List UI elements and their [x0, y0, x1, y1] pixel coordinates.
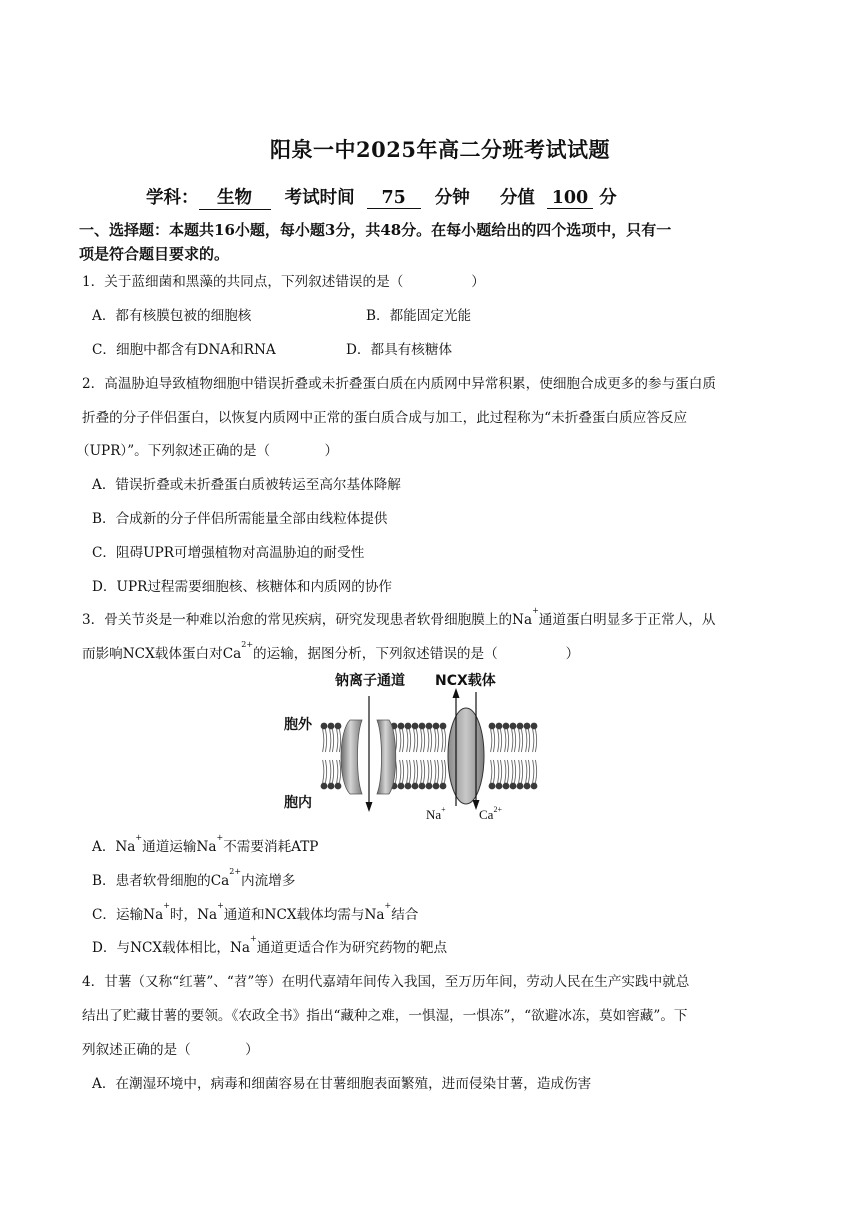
lipid-tail	[400, 729, 401, 752]
q3d-1: D．与NCX载体相比，Na	[92, 940, 251, 956]
question-4-stem-line2: 结出了贮藏甘薯的要领。《农政全书》指出“藏种之难，一惧湿，一惧冻”，“欲避冰冻，莫如窖藏”。下	[82, 1008, 688, 1024]
lipid-tail	[514, 729, 515, 752]
question-2-stem-line3: （UPR）”。下列叙述正确的是（ ）	[76, 443, 339, 459]
q3-stem2-sup: 2+	[241, 640, 254, 649]
label-extracellular: 胞外	[284, 717, 312, 733]
time-unit: 分钟	[434, 188, 470, 208]
lipid-head	[335, 783, 342, 790]
lipid-tail	[435, 729, 436, 752]
lipid-head	[517, 723, 524, 730]
q4-option-a: A．在潮湿环境中，病毒和细菌容易在甘薯细胞表面繁殖，进而侵染甘薯，造成伤害	[92, 1076, 592, 1092]
lipid-tail	[442, 729, 443, 752]
q3c-2: 时，Na	[169, 907, 218, 923]
label-intracellular: 胞内	[284, 795, 312, 811]
subject-value: 生物	[199, 184, 271, 210]
question-3-stem-line2	[82, 642, 579, 662]
lipid-tail	[325, 760, 326, 783]
lipid-head	[510, 723, 517, 730]
lipid-head	[496, 783, 503, 790]
lipid-tail	[416, 729, 417, 752]
lipid-tail	[491, 729, 492, 752]
section-heading-line2: 项是符合题目要求的。	[79, 245, 230, 263]
lipid-tail	[437, 760, 438, 783]
lipid-tail	[421, 760, 422, 783]
lipid-tail	[421, 729, 422, 752]
q3-option-a	[92, 835, 318, 855]
lipid-tail	[400, 760, 401, 783]
label-ncx-carrier: NCX载体	[435, 673, 496, 689]
lipid-head	[412, 783, 419, 790]
lipid-tail	[442, 760, 443, 783]
question-4-stem-line3: 列叙述正确的是（ ）	[82, 1042, 259, 1058]
lipid-tail	[407, 729, 408, 752]
q3b-1: B．患者软骨细胞的Ca	[92, 873, 230, 889]
lipid-tail	[330, 760, 331, 783]
section-heading-line1: 一、选择题：本题共16小题，每小题3分，共48分。在每小题给出的四个选项中，只有一	[79, 221, 672, 239]
lipid-tail	[402, 760, 403, 783]
lipid-head	[517, 783, 524, 790]
lipid-head	[412, 723, 419, 730]
lipid-head	[426, 783, 433, 790]
q2-option-a: A．错误折叠或未折叠蛋白质被转运至高尔基体降解	[92, 477, 401, 493]
lipid-head	[405, 783, 412, 790]
lipid-tail	[435, 760, 436, 783]
lipid-tail	[414, 729, 415, 752]
q3c-4: 结合	[391, 907, 419, 923]
question-2-stem-line2: 折叠的分子伴侣蛋白，以恢复内质网中正常的蛋白质合成与加工，此过程称为“未折叠蛋白质应答反应	[82, 410, 688, 426]
lipid-tail	[332, 729, 333, 752]
lipid-head	[433, 783, 440, 790]
q3a-1: A．Na	[92, 839, 136, 855]
lipid-head	[398, 783, 405, 790]
lipid-tail	[512, 760, 513, 783]
na-ion-text: Na	[426, 807, 442, 822]
lipid-tail	[526, 760, 527, 783]
q3c-sup2: +	[217, 901, 224, 910]
q3a-sup1: +	[135, 833, 143, 842]
lipid-tail	[323, 729, 324, 752]
q1-option-c: C．细胞中都含有DNA和RNA	[92, 342, 276, 358]
membrane-figure	[278, 666, 548, 828]
lipid-head	[433, 723, 440, 730]
lipid-head	[398, 723, 405, 730]
lipid-head	[405, 723, 412, 730]
sodium-channel-left-half	[341, 720, 362, 794]
lipid-tail	[500, 760, 501, 783]
subject-label: 学科：	[146, 188, 199, 208]
lipid-head	[503, 723, 510, 730]
label-sodium-channel: 钠离子通道	[335, 673, 405, 689]
time-label: 考试时间	[284, 188, 355, 208]
lipid-tail	[409, 729, 410, 752]
score-label: 分值	[499, 188, 535, 208]
exam-info	[146, 184, 617, 210]
lipid-tail	[507, 760, 508, 783]
lipid-head	[489, 783, 496, 790]
question-3-stem-line1	[82, 608, 715, 628]
lipid-tail	[428, 760, 429, 783]
lipid-tail	[409, 760, 410, 783]
lipid-head	[524, 783, 531, 790]
lipid-head	[524, 723, 531, 730]
lipid-tail	[493, 729, 494, 752]
q3-option-b	[92, 869, 295, 889]
q3c-sup1: +	[163, 901, 170, 910]
na-ion-charge: +	[441, 805, 446, 814]
channel-arrowhead	[366, 802, 373, 812]
lipid-tail	[430, 760, 431, 783]
lipid-head	[531, 783, 538, 790]
lipid-tail	[528, 729, 529, 752]
q3a-sup2: +	[216, 833, 224, 842]
lipid-tail	[526, 729, 527, 752]
ca-ion-text: Ca	[479, 807, 494, 822]
lipid-head	[503, 783, 510, 790]
lipid-tail	[505, 760, 506, 783]
q1-option-d: D．都具有核糖体	[346, 342, 453, 358]
lipid-tail	[430, 729, 431, 752]
lipid-head	[328, 783, 335, 790]
q1-option-b: B．都能固定光能	[366, 308, 472, 324]
q3-option-c	[92, 903, 418, 923]
q1-option-a: A．都有核膜包被的细胞核	[92, 308, 252, 324]
lipid-head	[440, 783, 447, 790]
lipid-tail	[500, 729, 501, 752]
lipid-head	[335, 723, 342, 730]
lipid-tail	[444, 729, 445, 752]
lipid-head	[321, 723, 328, 730]
q3-stem2-b: 的运输，据图分析，下列叙述错误的是（ ）	[253, 646, 580, 662]
lipid-tail	[337, 760, 338, 783]
ncx-carrier	[448, 708, 484, 804]
lipid-tail	[493, 760, 494, 783]
score-unit: 分	[599, 188, 617, 208]
lipid-head	[440, 723, 447, 730]
q3c-1: C．运输Na	[92, 907, 164, 923]
lipid-tail	[407, 760, 408, 783]
q3b-2: 内流增多	[241, 873, 296, 889]
ca-ion-charge: 2+	[493, 805, 502, 814]
lipid-tail	[325, 729, 326, 752]
lipid-tail	[535, 760, 536, 783]
lipid-head	[426, 723, 433, 730]
lipid-head	[510, 783, 517, 790]
lipid-tail	[339, 760, 340, 783]
lipid-tail	[428, 729, 429, 752]
lipid-tail	[414, 760, 415, 783]
lipid-tail	[332, 760, 333, 783]
lipid-tail	[535, 729, 536, 752]
q3c-sup3: +	[384, 901, 392, 910]
lipid-tail	[423, 729, 424, 752]
label-ca-ion	[479, 807, 502, 823]
lipid-tail	[533, 760, 534, 783]
q3b-sup: 2+	[229, 867, 242, 876]
q3-stem1-b: 通道蛋白明显多于正常人，从	[538, 612, 716, 628]
lipid-head	[489, 723, 496, 730]
lipid-tail	[498, 729, 499, 752]
lipid-tail	[519, 760, 520, 783]
lipid-tail	[521, 729, 522, 752]
q2-option-b: B．合成新的分子伴侣所需能量全部由线粒体提供	[92, 511, 388, 527]
score-value: 100	[547, 188, 593, 209]
lipid-head	[419, 783, 426, 790]
q3d-2: 通道更适合作为研究药物的靶点	[256, 940, 448, 956]
lipid-tail	[528, 760, 529, 783]
lipid-tail	[330, 729, 331, 752]
sodium-channel-right-half	[377, 720, 396, 794]
lipid-tail	[402, 729, 403, 752]
q3a-3: 不需要消耗ATP	[223, 839, 319, 855]
lipid-head	[496, 723, 503, 730]
lipid-tail	[533, 729, 534, 752]
lipid-tail	[339, 729, 340, 752]
lipid-tail	[437, 729, 438, 752]
q3a-2: 通道运输Na	[142, 839, 217, 855]
lipid-tail	[507, 729, 508, 752]
membrane-diagram	[278, 666, 548, 828]
lipid-head	[531, 723, 538, 730]
lipid-tail	[337, 729, 338, 752]
time-value: 75	[367, 188, 421, 209]
q2-option-d: D．UPR过程需要细胞核、核糖体和内质网的协作	[92, 579, 393, 595]
lipid-tail	[498, 760, 499, 783]
question-4-stem-line1: 4．甘薯（又称“红薯”、“苕”等）在明代嘉靖年间传入我国，至万历年间，劳动人民在生产实践中就总	[82, 974, 690, 990]
lipid-head	[321, 783, 328, 790]
q2-option-c: C．阻碍UPR可增强植物对高温胁迫的耐受性	[92, 545, 365, 561]
lipid-head	[419, 723, 426, 730]
lipid-tail	[491, 760, 492, 783]
q3-stem1-sup: +	[532, 606, 539, 615]
page-title: 阳泉一中2025年高二分班考试试题	[270, 137, 610, 162]
lipid-tail	[323, 760, 324, 783]
lipid-tail	[514, 760, 515, 783]
lipid-tail	[512, 729, 513, 752]
lipid-tail	[444, 760, 445, 783]
lipid-tail	[521, 760, 522, 783]
lipid-tail	[423, 760, 424, 783]
lipid-head	[328, 723, 335, 730]
lipid-tail	[519, 729, 520, 752]
question-2-stem-line1: 2．高温胁迫导致植物细胞中错误折叠或未折叠蛋白质在内质网中异常积累，使细胞合成更多的参与蛋白质	[82, 376, 716, 392]
question-1-stem: 1．关于蓝细菌和黑藻的共同点，下列叙述错误的是（ ）	[82, 274, 485, 290]
lipid-tail	[505, 729, 506, 752]
q3-option-d	[92, 936, 447, 956]
q3-stem1-a: 3．骨关节炎是一种难以治愈的常见疾病，研究发现患者软骨细胞膜上的Na	[82, 612, 533, 628]
lipid-tail	[416, 760, 417, 783]
q3d-sup: +	[250, 934, 257, 943]
q3-stem2-a: 而影响NCX载体蛋白对Ca	[82, 646, 242, 662]
label-na-ion	[426, 807, 446, 823]
q3c-3: 通道和NCX载体均需与Na	[223, 907, 385, 923]
